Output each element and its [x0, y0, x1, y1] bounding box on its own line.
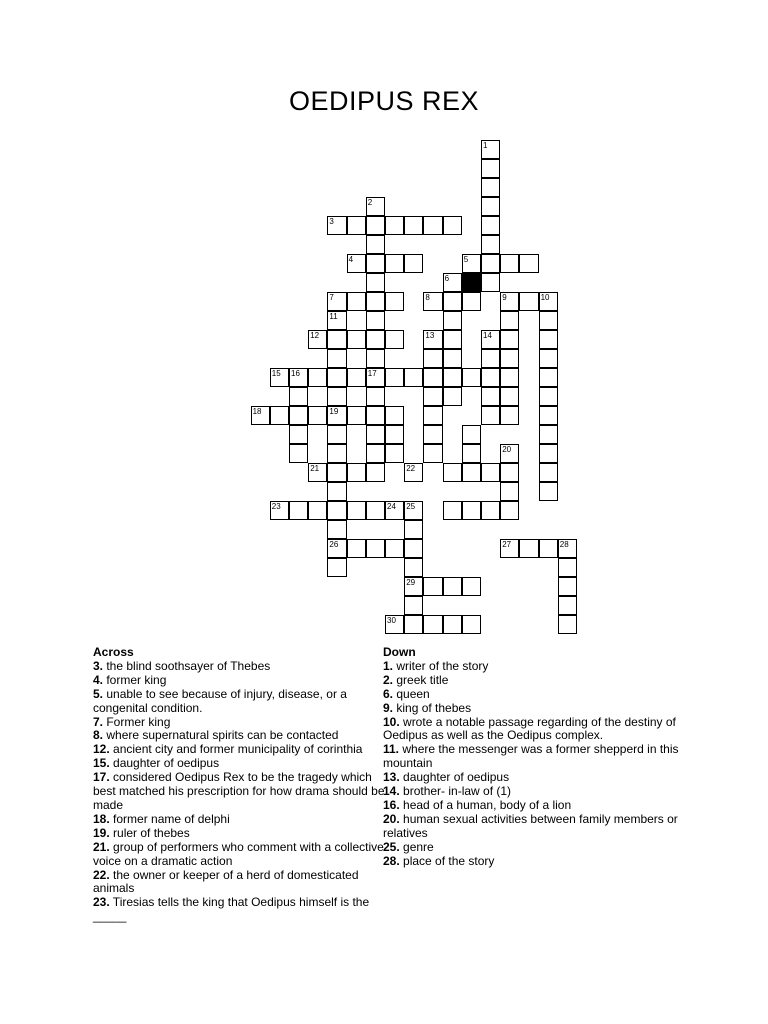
grid-cell[interactable]: [481, 140, 500, 159]
clue-number: 14: [483, 331, 492, 340]
clue-number-label: 20.: [383, 811, 400, 826]
clue-number-label: 11.: [383, 742, 400, 757]
clue-number-label: 21.: [93, 839, 110, 854]
down-clue: [383, 674, 679, 688]
grid-cell[interactable]: [481, 254, 500, 273]
clue-number-label: 16.: [383, 797, 400, 812]
grid-cell[interactable]: [385, 368, 404, 387]
grid-cell[interactable]: [558, 596, 577, 615]
grid-cell[interactable]: [500, 349, 519, 368]
grid-cell[interactable]: [423, 292, 442, 311]
clue-text: where the messenger was a former shepperd in this mountain: [383, 742, 679, 771]
grid-cell[interactable]: [500, 292, 519, 311]
grid-cell[interactable]: [347, 330, 366, 349]
across-clues: [93, 646, 385, 924]
grid-cell[interactable]: [443, 463, 462, 482]
clue-number-label: 23.: [93, 895, 110, 910]
clue-number: 21: [310, 464, 320, 473]
grid-cell[interactable]: [539, 368, 558, 387]
grid-cell[interactable]: [462, 501, 481, 520]
clue-number-label: 9.: [383, 700, 394, 715]
down-clue: [383, 841, 679, 855]
clue-number-label: 15.: [93, 756, 110, 771]
across-clue: [93, 827, 385, 841]
grid-cell[interactable]: [251, 406, 270, 425]
clue-number: 3: [329, 217, 334, 226]
grid-cell[interactable]: [539, 387, 558, 406]
clue-number-label: 4.: [93, 672, 104, 687]
grid-cell[interactable]: [308, 368, 327, 387]
grid-cell[interactable]: [366, 216, 385, 235]
grid-cell[interactable]: [327, 482, 346, 501]
clue-number: 17: [367, 369, 377, 378]
grid-cell[interactable]: [539, 444, 558, 463]
grid-cell[interactable]: [327, 463, 346, 482]
grid-cell[interactable]: [500, 387, 519, 406]
grid-cell[interactable]: [404, 501, 423, 520]
grid-cell[interactable]: [327, 368, 346, 387]
grid-cell[interactable]: [519, 539, 538, 558]
across-clue: [93, 771, 385, 813]
grid-cell[interactable]: [366, 311, 385, 330]
grid-cell[interactable]: [404, 596, 423, 615]
clue-number-label: 1.: [383, 658, 394, 673]
across-clue: [93, 729, 385, 743]
grid-cell[interactable]: [539, 292, 558, 311]
grid-cell[interactable]: [347, 292, 366, 311]
grid-cell[interactable]: [481, 197, 500, 216]
grid-cell[interactable]: [347, 254, 366, 273]
clue-text: ancient city and former municipality of corinthia: [109, 742, 363, 757]
grid-cell[interactable]: [539, 482, 558, 501]
grid-cell[interactable]: [481, 235, 500, 254]
clue-text: the blind soothsayer of Thebes: [103, 658, 271, 673]
grid-cell[interactable]: [289, 425, 308, 444]
grid-cell[interactable]: [481, 159, 500, 178]
clue-text: former king: [103, 672, 167, 687]
grid-cell[interactable]: [423, 387, 442, 406]
grid-cell[interactable]: [308, 330, 327, 349]
grid-cell[interactable]: [462, 463, 481, 482]
down-clue: [383, 799, 679, 813]
grid-cell[interactable]: [500, 463, 519, 482]
clue-number: 10: [540, 293, 550, 302]
clue-number: 30: [387, 616, 396, 625]
clue-number: 27: [502, 540, 512, 549]
clue-number: 15: [271, 369, 281, 378]
down-clue: [383, 716, 679, 744]
grid-cell[interactable]: [500, 406, 519, 425]
grid-cell[interactable]: [366, 235, 385, 254]
grid-cell[interactable]: [366, 330, 385, 349]
grid-cell[interactable]: [327, 216, 346, 235]
grid-cell[interactable]: [519, 292, 538, 311]
grid-cell[interactable]: [327, 444, 346, 463]
grid-cell[interactable]: [443, 368, 462, 387]
grid-cell[interactable]: [423, 444, 442, 463]
clue-text: group of performers who comment with a collective voice on a dramatic action: [93, 839, 384, 868]
grid-cell[interactable]: [366, 387, 385, 406]
grid-cell[interactable]: [500, 482, 519, 501]
grid-cell[interactable]: [481, 330, 500, 349]
clue-number: 29: [406, 578, 416, 587]
clue-number: 23: [271, 502, 281, 511]
grid-cell[interactable]: [327, 387, 346, 406]
clue-text: genre: [399, 839, 434, 854]
grid-cell[interactable]: [500, 311, 519, 330]
clue-number-label: 2.: [383, 672, 394, 687]
down-clue: [383, 813, 679, 841]
grid-cell[interactable]: [366, 197, 385, 216]
grid-cell[interactable]: [347, 368, 366, 387]
clue-number-label: 12.: [93, 742, 110, 757]
clue-text: human sexual activities between family members or relatives: [383, 811, 678, 840]
grid-cell[interactable]: [327, 501, 346, 520]
clue-number-label: 10.: [383, 714, 400, 729]
grid-cell[interactable]: [423, 349, 442, 368]
across-clue: [93, 869, 385, 897]
clue-number-label: 22.: [93, 867, 110, 882]
down-clue: [383, 702, 679, 716]
grid-cell[interactable]: [289, 501, 308, 520]
clue-text: considered Oedipus Rex to be the tragedy which best matched his prescription for how drama should be made: [93, 770, 385, 812]
grid-cell[interactable]: [462, 368, 481, 387]
grid-cell[interactable]: [443, 216, 462, 235]
grid-cell[interactable]: [423, 368, 442, 387]
grid-cell[interactable]: [539, 406, 558, 425]
grid-cell[interactable]: [366, 425, 385, 444]
clue-text: the owner or keeper of a herd of domesticated animals: [93, 867, 359, 896]
across-clue: [93, 757, 385, 771]
clue-text: Former king: [103, 714, 171, 729]
grid-cell[interactable]: [481, 178, 500, 197]
grid-cell[interactable]: [347, 539, 366, 558]
grid-cell[interactable]: [558, 539, 577, 558]
grid-cell[interactable]: [270, 406, 289, 425]
grid-cell[interactable]: [347, 406, 366, 425]
grid-cell[interactable]: [481, 368, 500, 387]
clue-number: 22: [406, 464, 416, 473]
clue-number: 28: [559, 540, 569, 549]
clue-text: king of thebes: [393, 700, 472, 715]
grid-cell[interactable]: [404, 520, 423, 539]
clue-number-label: 5.: [93, 686, 104, 701]
clue-number: 20: [502, 445, 512, 454]
grid-cell[interactable]: [289, 387, 308, 406]
grid-cell[interactable]: [500, 330, 519, 349]
grid-cell[interactable]: [308, 463, 327, 482]
grid-cell[interactable]: [366, 368, 385, 387]
down-clue: [383, 743, 679, 771]
clue-text: former name of delphi: [109, 811, 230, 826]
clue-number: 9: [502, 293, 507, 302]
clue-text: head of a human, body of a lion: [399, 797, 572, 812]
grid-cell[interactable]: [366, 539, 385, 558]
grid-cell[interactable]: [289, 368, 308, 387]
grid-cell[interactable]: [519, 254, 538, 273]
grid-cell[interactable]: [443, 577, 462, 596]
clue-text: place of the story: [399, 853, 495, 868]
down-heading: Down: [383, 645, 416, 659]
across-clue: [93, 716, 385, 730]
clue-text: brother- in-law of (1): [399, 784, 512, 799]
clue-number-label: 14.: [383, 784, 400, 799]
down-clue: [383, 771, 679, 785]
grid-cell[interactable]: [327, 539, 346, 558]
grid-cell[interactable]: [404, 368, 423, 387]
clue-number-label: 28.: [383, 853, 400, 868]
clue-number: 5: [463, 255, 469, 264]
grid-cell[interactable]: [423, 330, 442, 349]
grid-cell[interactable]: [404, 539, 423, 558]
clue-text: writer of the story: [393, 658, 489, 673]
clue-number: 1: [483, 141, 488, 150]
clue-number-label: 25.: [383, 839, 400, 854]
grid-cell[interactable]: [385, 615, 404, 634]
grid-cell[interactable]: [327, 520, 346, 539]
grid-cell[interactable]: [500, 501, 519, 520]
grid-cell[interactable]: [423, 406, 442, 425]
grid-cell[interactable]: [443, 330, 462, 349]
grid-cell[interactable]: [385, 406, 404, 425]
grid-cell[interactable]: [385, 539, 404, 558]
grid-cell[interactable]: [443, 615, 462, 634]
across-heading: Across: [93, 645, 134, 659]
grid-cell[interactable]: [423, 615, 442, 634]
grid-cell[interactable]: [462, 292, 481, 311]
grid-cell[interactable]: [404, 558, 423, 577]
grid-cell[interactable]: [327, 311, 346, 330]
clue-number-label: 3.: [93, 658, 104, 673]
grid-cell[interactable]: [347, 501, 366, 520]
grid-cell[interactable]: [558, 615, 577, 634]
clue-number-label: 19.: [93, 825, 110, 840]
grid-cell[interactable]: [481, 216, 500, 235]
grid-cell[interactable]: [308, 406, 327, 425]
clue-number: 8: [425, 293, 430, 302]
grid-cell[interactable]: [347, 463, 366, 482]
grid-cell[interactable]: [327, 292, 346, 311]
grid-cell[interactable]: [539, 349, 558, 368]
grid-cell[interactable]: [289, 406, 308, 425]
across-clue: [93, 688, 385, 716]
grid-cell[interactable]: [443, 349, 462, 368]
clue-text: queen: [393, 686, 430, 701]
clue-number-label: 7.: [93, 714, 104, 729]
grid-cell[interactable]: [481, 387, 500, 406]
grid-cell[interactable]: [443, 273, 462, 292]
grid-cell[interactable]: [327, 425, 346, 444]
grid-cell[interactable]: [481, 501, 500, 520]
grid-cell[interactable]: [385, 444, 404, 463]
down-clue: [383, 688, 679, 702]
clue-number: 2: [367, 198, 373, 207]
down-clues: [383, 646, 679, 869]
grid-cell[interactable]: [443, 387, 462, 406]
grid-cell[interactable]: [539, 425, 558, 444]
clue-number: 12: [310, 331, 320, 340]
clue-text: daughter of oedipus: [109, 756, 220, 771]
grid-cell[interactable]: [558, 558, 577, 577]
grid-cell[interactable]: [327, 406, 346, 425]
down-clue: [383, 785, 679, 799]
grid-cell[interactable]: [404, 577, 423, 596]
grid-cell[interactable]: [500, 539, 519, 558]
grid-cell[interactable]: [423, 216, 442, 235]
grid-cell[interactable]: [404, 254, 423, 273]
across-clue: [93, 743, 385, 757]
grid-cell[interactable]: [366, 273, 385, 292]
clue-text: where supernatural spirits can be contacted: [103, 728, 339, 743]
clue-number: 18: [252, 407, 262, 416]
grid-cell[interactable]: [385, 216, 404, 235]
clue-number-label: 18.: [93, 811, 110, 826]
grid-cell[interactable]: [270, 501, 289, 520]
grid-cell[interactable]: [327, 330, 346, 349]
down-clue: [383, 660, 679, 674]
grid-cell[interactable]: [481, 406, 500, 425]
grid-cell[interactable]: [500, 368, 519, 387]
grid-cell[interactable]: [327, 558, 346, 577]
grid-cell[interactable]: [462, 615, 481, 634]
grid-cell[interactable]: [308, 501, 327, 520]
across-clue: [93, 896, 385, 924]
clue-number: 25: [406, 502, 416, 511]
clue-text: daughter of oedipus: [399, 770, 510, 785]
grid-cell[interactable]: [347, 216, 366, 235]
grid-cell[interactable]: [366, 406, 385, 425]
across-clue-list: [93, 660, 385, 924]
across-clue: [93, 660, 385, 674]
clue-number: 26: [329, 540, 339, 549]
grid-cell[interactable]: [366, 349, 385, 368]
grid-cell[interactable]: [366, 254, 385, 273]
down-clue-list: [383, 660, 679, 869]
grid-cell[interactable]: [481, 273, 500, 292]
grid-cell[interactable]: [423, 577, 442, 596]
grid-cell[interactable]: [404, 463, 423, 482]
clue-text: unable to see because of injury, disease, or a congenital condition.: [93, 686, 347, 715]
clue-text: wrote a notable passage regarding of the destiny of Oedipus as well as the Oedipus complex.: [383, 714, 676, 743]
grid-cell[interactable]: [270, 368, 289, 387]
across-clue: [93, 813, 385, 827]
page-title: OEDIPUS REX: [288, 86, 480, 116]
grid-cell[interactable]: [366, 444, 385, 463]
grid-cell[interactable]: [385, 425, 404, 444]
grid-cell[interactable]: [327, 349, 346, 368]
clue-number: 19: [329, 407, 339, 416]
grid-cell[interactable]: [462, 577, 481, 596]
grid-cell[interactable]: [289, 444, 308, 463]
across-clue: [93, 674, 385, 688]
clue-number: 13: [425, 331, 435, 340]
grid-cell[interactable]: [443, 501, 462, 520]
down-clue: [383, 855, 679, 869]
clue-number: 16: [291, 369, 300, 378]
grid-cell[interactable]: [385, 501, 404, 520]
grid-cell[interactable]: [539, 539, 558, 558]
across-clue: [93, 841, 385, 869]
grid-cell[interactable]: [385, 292, 404, 311]
grid-cell[interactable]: [404, 216, 423, 235]
clue-number: 6: [444, 274, 450, 283]
grid-cell[interactable]: [423, 425, 442, 444]
black-cell: [462, 273, 481, 292]
grid-cell[interactable]: [539, 463, 558, 482]
grid-cell[interactable]: [443, 292, 462, 311]
clue-text: ruler of thebes: [109, 825, 190, 840]
grid-cell[interactable]: [539, 330, 558, 349]
grid-cell[interactable]: [462, 425, 481, 444]
grid-cell[interactable]: [366, 292, 385, 311]
grid-cell[interactable]: [443, 311, 462, 330]
grid-cell[interactable]: [462, 254, 481, 273]
grid-cell[interactable]: [500, 254, 519, 273]
clue-number-label: 17.: [93, 770, 110, 785]
grid-cell[interactable]: [385, 254, 404, 273]
grid-cell[interactable]: [385, 330, 404, 349]
grid-cell[interactable]: [500, 444, 519, 463]
clue-number: 24: [387, 502, 396, 511]
clue-number-label: 13.: [383, 770, 400, 785]
clue-text: greek title: [393, 672, 449, 687]
clue-text: Tiresias tells the king that Oedipus himself is the _____: [93, 895, 370, 924]
grid-cell[interactable]: [366, 463, 385, 482]
clue-number-label: 8.: [93, 728, 104, 743]
grid-cell[interactable]: [462, 444, 481, 463]
grid-cell[interactable]: [481, 349, 500, 368]
grid-cell[interactable]: [404, 615, 423, 634]
grid-cell[interactable]: [558, 577, 577, 596]
grid-cell[interactable]: [481, 463, 500, 482]
clue-number-label: 6.: [383, 686, 394, 701]
clue-number: 11: [329, 312, 338, 321]
grid-cell[interactable]: [539, 311, 558, 330]
clue-number: 4: [348, 255, 354, 264]
grid-cell[interactable]: [366, 501, 385, 520]
clue-number: 7: [329, 293, 334, 302]
